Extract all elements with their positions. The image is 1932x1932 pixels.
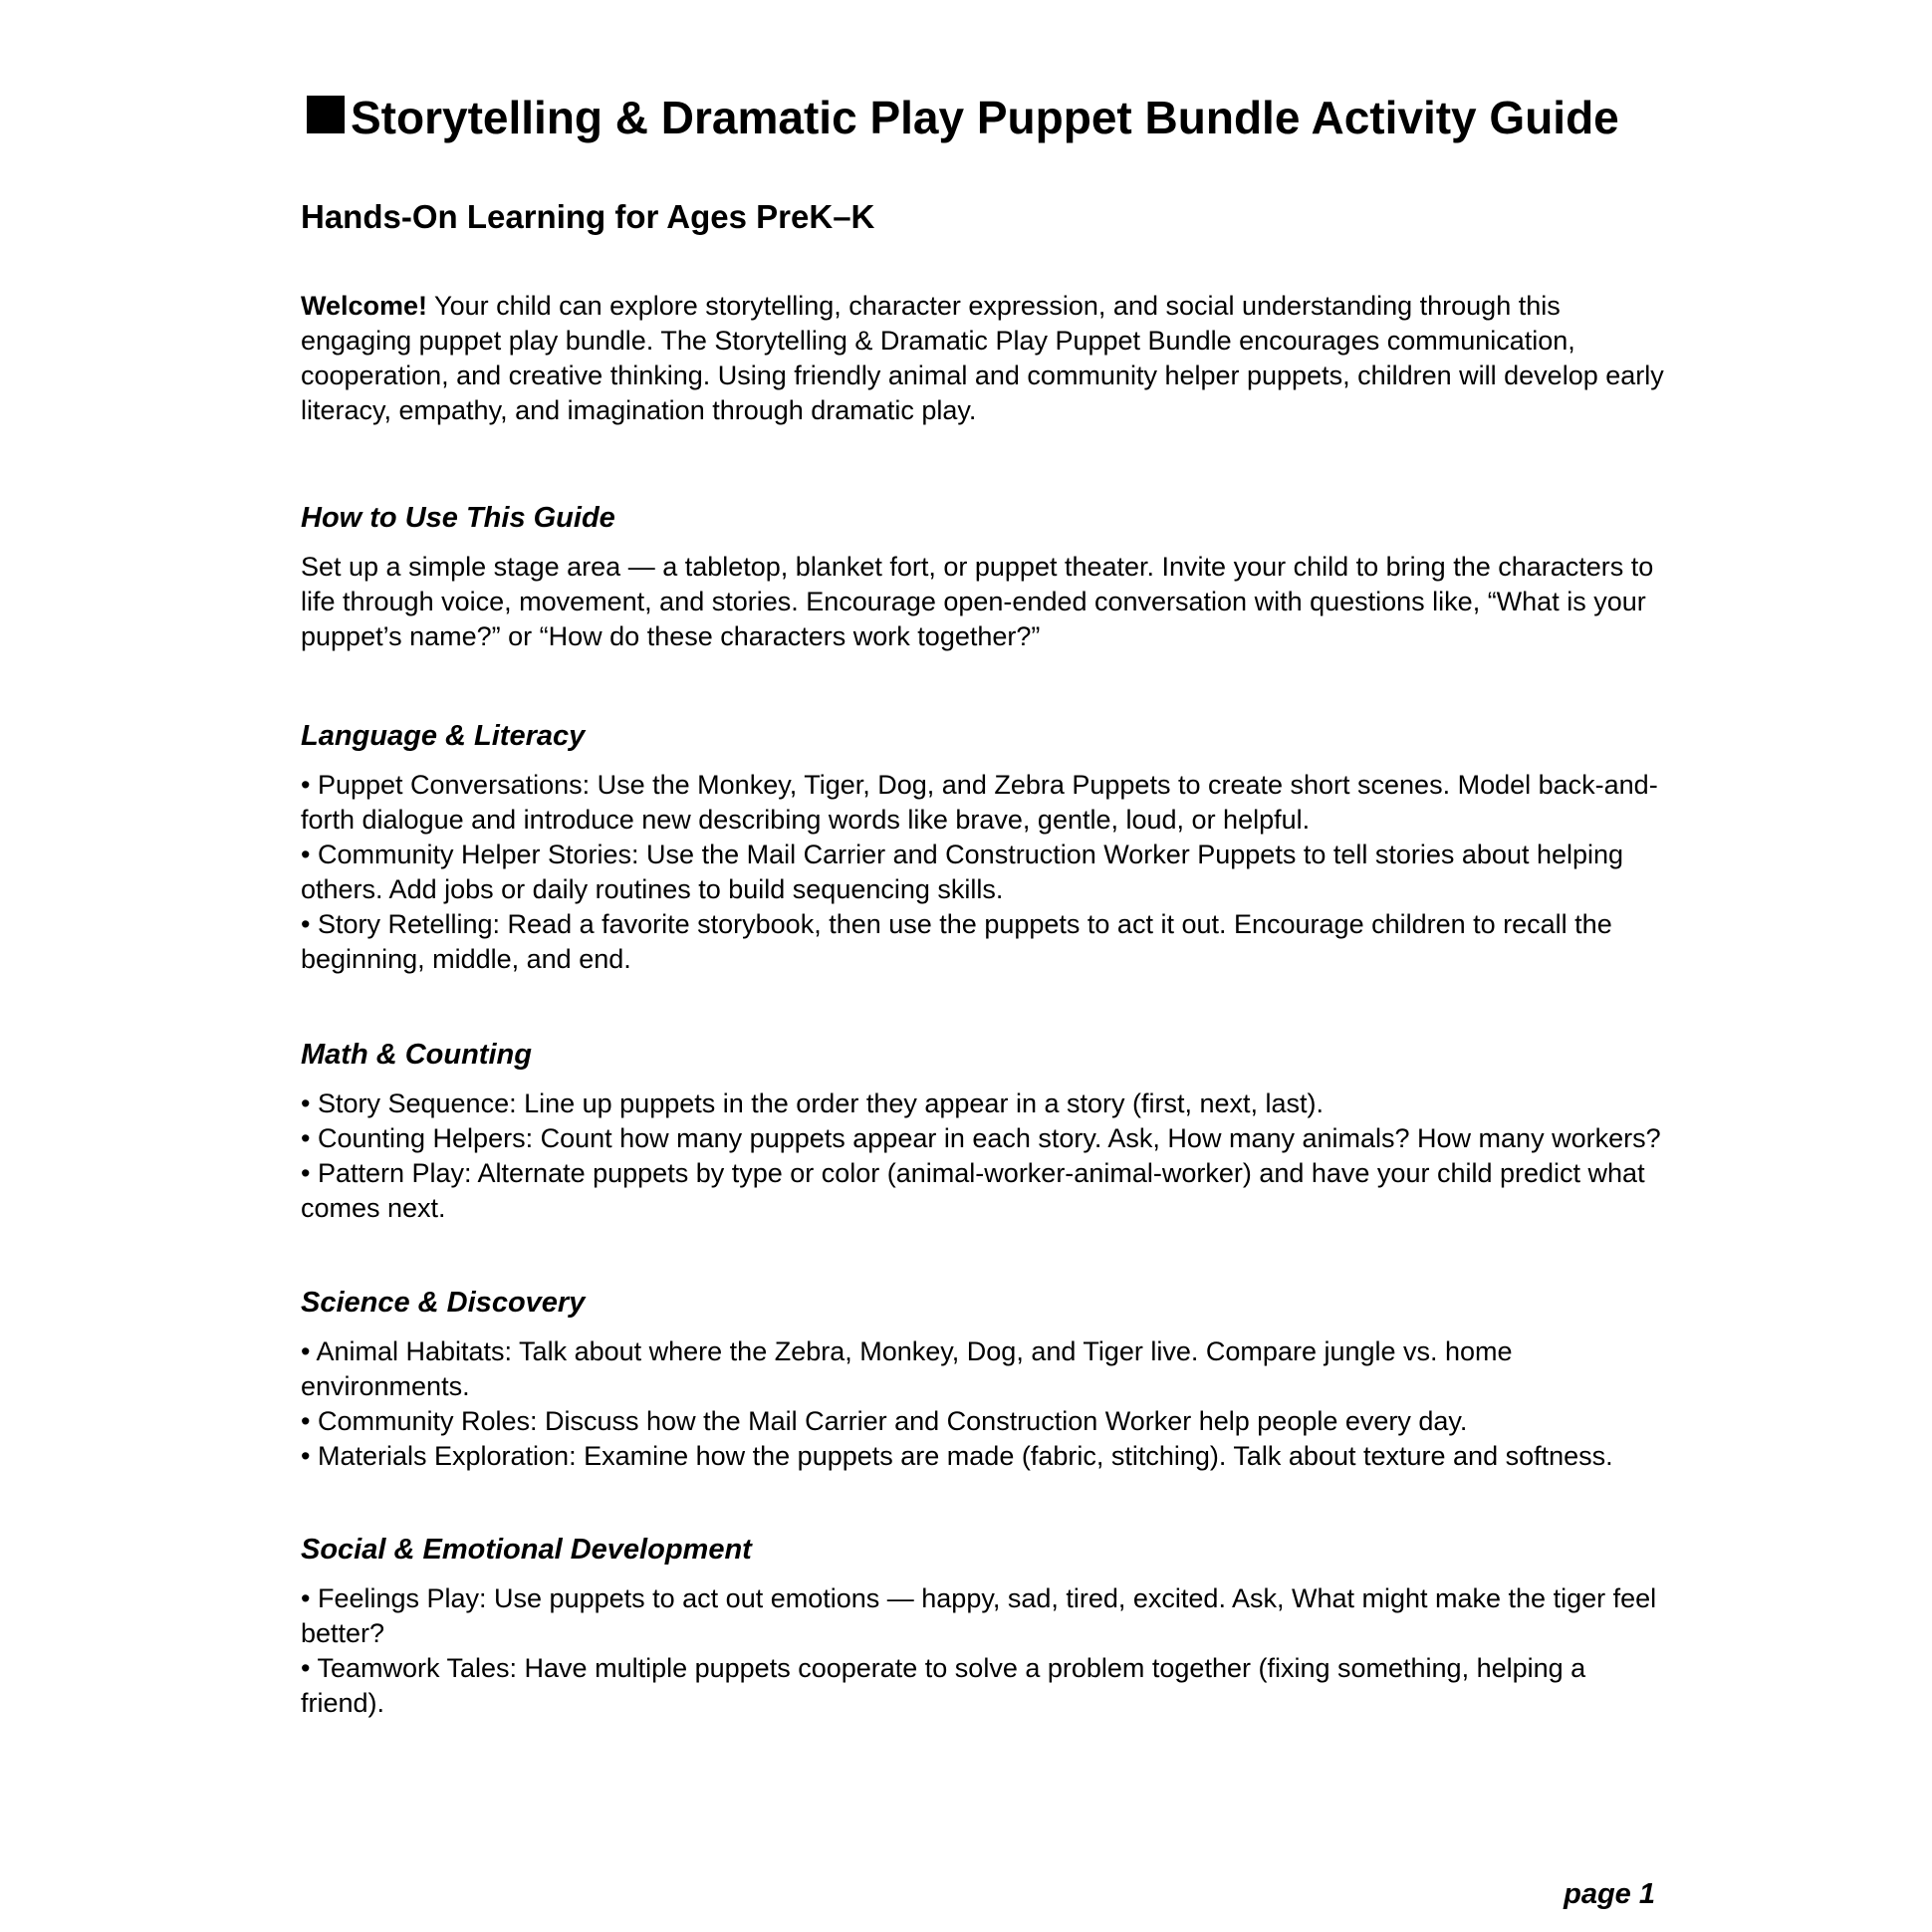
list-item: • Story Retelling: Read a favorite storybook, then use the puppets to act it out. Encourage children to recall the beginning, middle, and end. [301, 909, 1612, 974]
list-item: • Animal Habitats: Talk about where the Zebra, Monkey, Dog, and Tiger live. Compare jungle vs. home environments. [301, 1336, 1513, 1401]
page-subtitle: Hands-On Learning for Ages PreK–K [301, 198, 875, 235]
list-item: • Teamwork Tales: Have multiple puppets cooperate to solve a problem together (fixing something, helping a friend). [301, 1653, 1586, 1718]
list-item: • Puppet Conversations: Use the Monkey, Tiger, Dog, and Zebra Puppets to create short scenes. Model back-and-forth dialogue and introduce new describing words like brave, gentle, loud, or helpful. [301, 770, 1658, 835]
section-heading: Social & Emotional Development [301, 1534, 752, 1566]
bullet-list [301, 1334, 1675, 1474]
intro-text: Your child can explore storytelling, character expression, and social understanding through this engaging puppet play bundle. The Storytelling & Dramatic Play Puppet Bundle encourages communication, cooperation, and creative thinking. Using friendly animal and community helper puppets, children will develop early literacy, empathy, and imagination through dramatic play. [301, 291, 1664, 425]
intro-lead: Welcome! [301, 291, 428, 321]
section-how-to-use [301, 500, 1675, 654]
bullet-list [301, 1581, 1675, 1721]
section-science-discovery [301, 1285, 1675, 1474]
list-item: • Pattern Play: Alternate puppets by type or color (animal-worker-animal-worker) and have your child predict what comes next. [301, 1158, 1645, 1223]
list-item: • Community Helper Stories: Use the Mail Carrier and Construction Worker Puppets to tell stories about helping others. Add jobs or daily routines to build sequencing skills. [301, 840, 1624, 904]
list-item: • Community Roles: Discuss how the Mail Carrier and Construction Worker help people every day. [301, 1406, 1468, 1436]
intro-paragraph [301, 289, 1675, 428]
document-page [301, 88, 1675, 1721]
bullet-list [301, 768, 1675, 977]
section-heading: Science & Discovery [301, 1287, 586, 1319]
section-language-literacy [301, 718, 1675, 977]
title-row [301, 88, 1675, 147]
section-social-emotional [301, 1532, 1675, 1721]
page-title: Storytelling & Dramatic Play Puppet Bundle Activity Guide [351, 92, 1619, 143]
list-item: • Materials Exploration: Examine how the puppets are made (fabric, stitching). Talk about texture and softness. [301, 1441, 1613, 1471]
section-heading: How to Use This Guide [301, 502, 615, 534]
page-number: page 1 [1564, 1878, 1655, 1910]
list-item: • Story Sequence: Line up puppets in the order they appear in a story (first, next, last). [301, 1088, 1325, 1118]
section-paragraph: Set up a simple stage area — a tabletop, blanket fort, or puppet theater. Invite your child to bring the characters to life through voice, movement, and stories. Encourage open-ended conversation with questions like, “What is your puppet’s name?” or “How do these characters work together?” [301, 552, 1654, 651]
list-item: • Feelings Play: Use puppets to act out emotions — happy, sad, tired, excited. Ask, What might make the tiger feel better? [301, 1583, 1657, 1648]
section-heading: Language & Literacy [301, 720, 586, 752]
section-math-counting [301, 1037, 1675, 1226]
section-heading: Math & Counting [301, 1039, 532, 1071]
black-square-icon [307, 96, 345, 133]
list-item: • Counting Helpers: Count how many puppets appear in each story. Ask, How many animals? How many workers? [301, 1123, 1661, 1153]
bullet-list [301, 1087, 1675, 1226]
